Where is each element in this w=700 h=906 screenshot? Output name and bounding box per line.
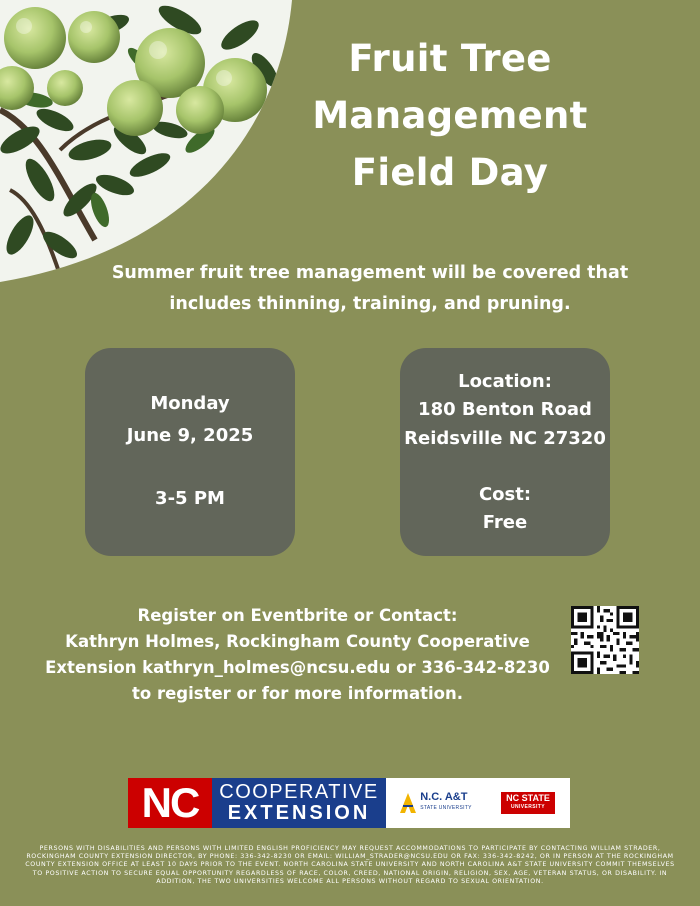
event-day: Monday xyxy=(150,393,230,414)
aggie-subtitle: STATE UNIVERSITY xyxy=(420,805,472,811)
event-summary xyxy=(60,258,680,320)
summary-line-1: Summer fruit tree management will be covered that xyxy=(111,263,629,283)
ncstate-line-2: UNIVERSITY xyxy=(510,804,545,810)
register-line-4: to register or for more information. xyxy=(131,684,464,703)
title-line-1: Fruit Tree xyxy=(348,37,552,80)
partner-logos xyxy=(128,778,570,828)
aggie-emblem-icon xyxy=(400,793,416,813)
register-line-3: Extension kathryn_holmes@ncsu.edu or 336-342-8230 xyxy=(45,658,550,677)
location-cost-card xyxy=(400,348,610,556)
location-label: Location: xyxy=(458,371,552,392)
location-address-2: Reidsville NC 27320 xyxy=(404,428,606,449)
register-line-1: Register on Eventbrite or Contact: xyxy=(137,606,458,625)
location-address-1: 180 Benton Road xyxy=(418,399,592,420)
accommodations-disclaimer: PERSONS WITH DISABILITIES AND PERSONS WITH LIMITED ENGLISH PROFICIENCY MAY REQUEST ACCOMMODATIONS TO PARTICIPATE BY CONTACTING WILLIAM STRADER, ROCKINGHAM COUNTY EXTENSION DIRECTOR, BY PHONE: 336-342-8230 OR EMAIL: WILLIAM_STRADER@NCSU.EDU OR FAX: 336-342-8242, OR IN PERSON AT THE ROCKINGHAM COUNTY EXTENSION OFFICE AT LEAST 10 DAYS PRIOR TO THE EVENT. NORTH CAROLINA STATE UNIVERSITY AND NORTH CAROLINA A&T STATE UNIVERSITY COMMIT THEMSELVES TO POSITIVE ACTION TO SECURE EQUAL OPPORTUNITY REGARDLESS OF RACE, COLOR, CREED, NATIONAL ORIGIN, RELIGION, SEX, AGE, VETERAN STATUS, OR DISABILITY. IN ADDITION, THE TWO UNIVERSITIES WELCOME ALL PERSONS WITHOUT REGARD TO SEXUAL ORIENTATION. xyxy=(25,845,675,885)
title-line-2: Management xyxy=(312,94,588,137)
cooperative-extension-logo xyxy=(212,778,386,828)
coop-line-2: EXTENSION xyxy=(227,802,371,824)
event-date: June 9, 2025 xyxy=(126,425,254,446)
coop-line-1: COOPERATIVE xyxy=(219,781,379,803)
qr-code-icon[interactable] xyxy=(571,606,639,674)
aggie-name: N.C. A&T xyxy=(420,791,468,803)
event-title xyxy=(290,30,610,201)
date-time-card xyxy=(85,348,295,556)
nc-logo: NC xyxy=(128,778,212,828)
title-line-3: Field Day xyxy=(351,151,549,194)
ncstate-line-1: NC STATE xyxy=(506,793,550,803)
event-time: 3-5 PM xyxy=(155,488,225,509)
cost-label: Cost: xyxy=(478,484,532,505)
cost-value: Free xyxy=(482,512,528,533)
register-line-2: Kathryn Holmes, Rockingham County Cooperative xyxy=(65,632,530,651)
nc-at-logo xyxy=(386,778,486,828)
summary-line-2: includes thinning, training, and pruning. xyxy=(169,294,571,314)
registration-info xyxy=(20,603,575,707)
apple-tree-photo xyxy=(0,0,300,285)
nc-state-logo xyxy=(486,778,570,828)
